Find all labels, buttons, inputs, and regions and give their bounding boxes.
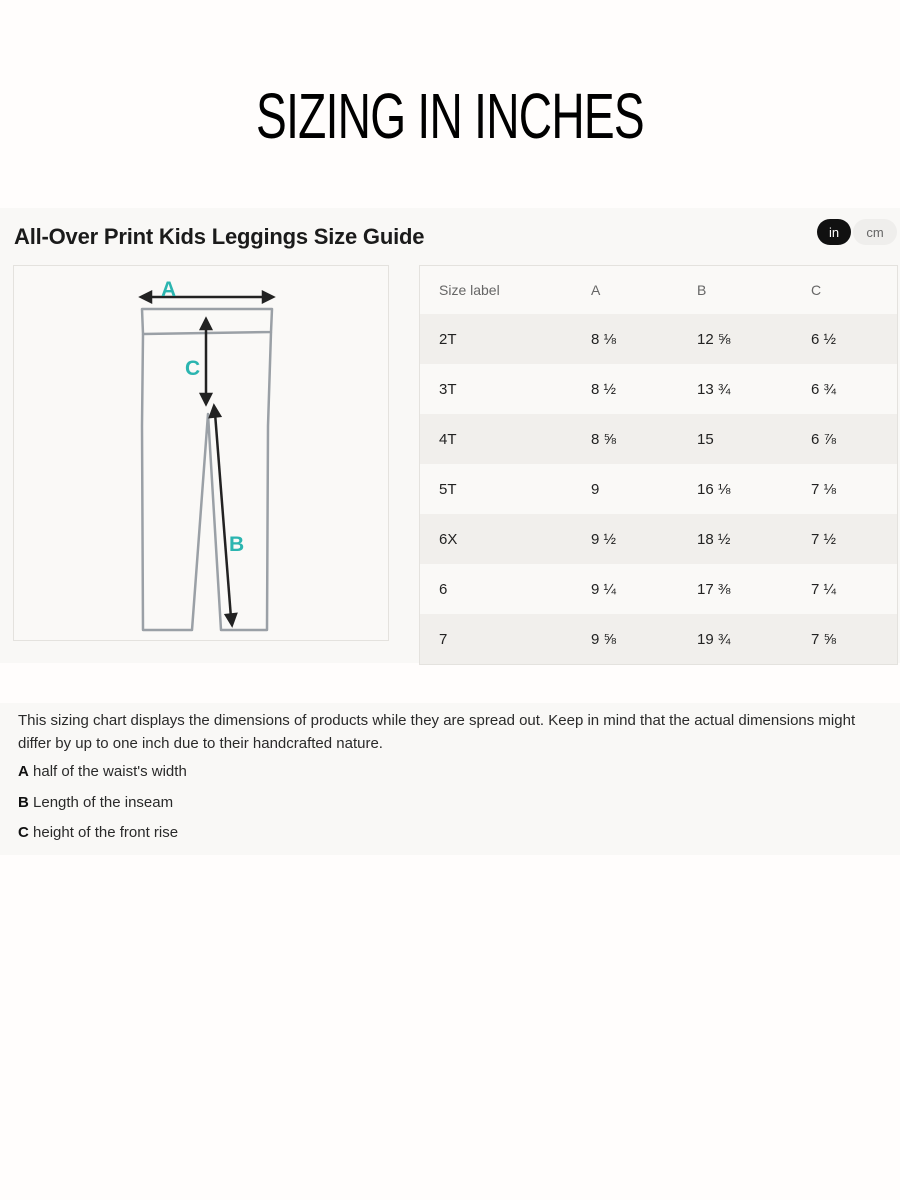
unit-cm-button[interactable]: cm (853, 219, 897, 245)
label-b: B (229, 533, 245, 556)
cell-c: 7 ⅝ (811, 614, 898, 665)
cell-size: 5T (420, 464, 592, 514)
definition-key: B (18, 794, 29, 811)
leggings-diagram (13, 265, 389, 641)
cell-a: 8 ½ (591, 364, 697, 414)
cell-b: 16 ⅛ (697, 464, 811, 514)
cell-a: 9 ⅝ (591, 614, 697, 665)
cell-c: 7 ⅛ (811, 464, 898, 514)
cell-c: 6 ¾ (811, 364, 898, 414)
unit-in-button[interactable]: in (817, 219, 851, 245)
page-headline: SIZING IN INCHES (256, 80, 644, 152)
table-row (420, 314, 898, 364)
table-row (420, 414, 898, 464)
cell-size: 3T (420, 364, 592, 414)
cell-b: 17 ⅜ (697, 564, 811, 614)
definition-b (18, 794, 173, 811)
header-size-label: Size label (420, 266, 592, 315)
cell-a: 8 ⅛ (591, 314, 697, 364)
table-header-row (420, 266, 898, 315)
cell-c: 7 ¼ (811, 564, 898, 614)
definition-text: Length of the inseam (28, 794, 174, 811)
cell-b: 12 ⅝ (697, 314, 811, 364)
cell-size: 2T (420, 314, 592, 364)
size-guide-title: All-Over Print Kids Leggings Size Guide (14, 224, 425, 249)
cell-c: 7 ½ (811, 514, 898, 564)
header-c: C (811, 266, 898, 315)
table-row (420, 364, 898, 414)
cell-size: 6X (420, 514, 592, 564)
cell-a: 8 ⅝ (591, 414, 697, 464)
cell-c: 6 ½ (811, 314, 898, 364)
leggings-illustration (14, 266, 388, 640)
table-row (420, 514, 898, 564)
cell-c: 6 ⅞ (811, 414, 898, 464)
size-table (419, 265, 898, 665)
cell-b: 13 ¾ (697, 364, 811, 414)
definition-key: A (18, 763, 29, 780)
label-a: A (161, 278, 177, 301)
label-c: C (185, 357, 201, 380)
cell-b: 19 ¾ (697, 614, 811, 665)
table-row (420, 614, 898, 665)
table-row (420, 464, 898, 514)
cell-b: 18 ½ (697, 514, 811, 564)
definition-text: height of the front rise (28, 824, 179, 841)
cell-a: 9 ½ (591, 514, 697, 564)
header-a: A (591, 266, 697, 315)
cell-a: 9 (591, 464, 697, 514)
table-row (420, 564, 898, 614)
definition-a (18, 763, 187, 780)
definition-key: C (18, 824, 29, 841)
cell-size: 6 (420, 564, 592, 614)
header-b: B (697, 266, 811, 315)
cell-size: 7 (420, 614, 592, 665)
notes-panel (0, 703, 900, 855)
definition-c (18, 824, 178, 841)
cell-b: 15 (697, 414, 811, 464)
definition-text: half of the waist's width (28, 763, 187, 780)
cell-a: 9 ¼ (591, 564, 697, 614)
unit-toggle[interactable] (817, 219, 897, 245)
notes-description: This sizing chart displays the dimensions of products while they are spread out. Keep in mind that the actual dimensions might differ by up to one inch due to their handcrafted nature. (18, 712, 856, 752)
cell-size: 4T (420, 414, 592, 464)
size-guide-panel (0, 208, 900, 663)
